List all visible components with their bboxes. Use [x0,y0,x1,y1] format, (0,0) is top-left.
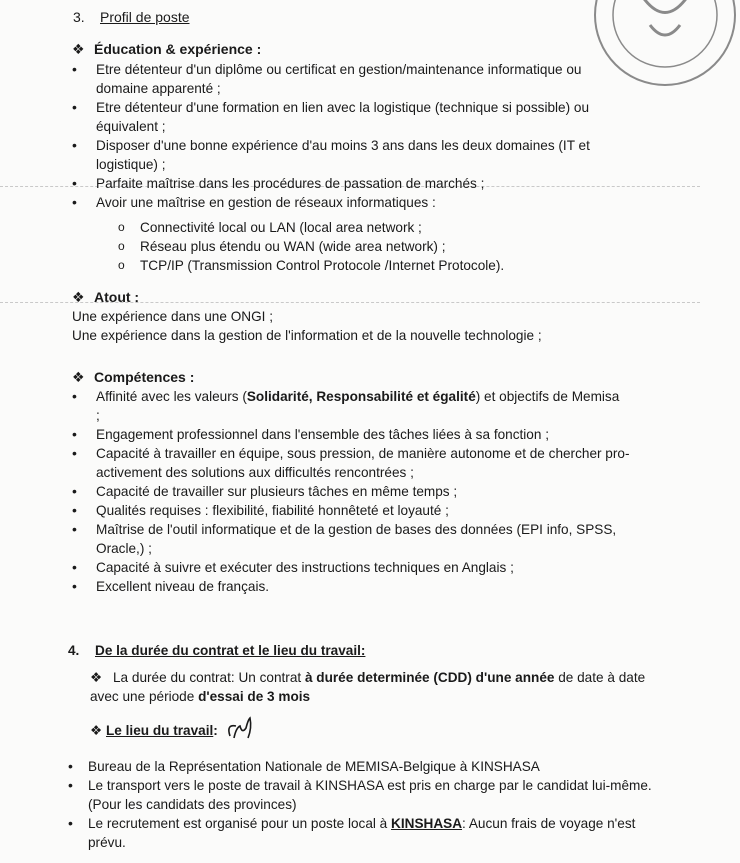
list-item: • Capacité à travailler en équipe, sous pression, de manière autonome et de chercher pro-activement des solutions aux difficultés rencontrées ; [72,444,652,482]
list-item: • Avoir une maîtrise en gestion de réseaux informatiques : [72,193,632,212]
network-list [118,218,638,275]
list-item: • Capacité de travailler sur plusieurs tâches en même temps ; [72,482,652,501]
text-span: ) et objectifs de Memisa ; [96,389,620,423]
bold-span: à durée determinée (CDD) d'une année [304,670,555,685]
competences-heading-text: Compétences : [94,369,195,385]
lieu-list [68,757,668,852]
diamond-bullet-icon: ❖ [72,41,85,57]
duree-paragraph [90,668,650,706]
text-span: Le recrutement est organisé pour un poste local à [88,816,392,831]
list-item: • Engagement professionnel dans l'ensemble des tâches liées à sa fonction ; [72,425,652,444]
list-item: o TCP/IP (Transmission Control Protocole /Internet Protocole). [118,256,638,275]
bold-span: d'essai de 3 mois [198,689,311,704]
text-span: de date à date avec une période [90,670,646,704]
diamond-bullet-icon: ❖ [72,289,85,305]
text-span: : Aucun frais de voyage n'est prévu. [88,816,636,850]
atout-line: Une expérience dans une ONGI ; [72,309,273,324]
section-number: 4. [68,643,80,658]
section-title: De la durée du contrat et le lieu du travail: [95,643,366,658]
list-item: • Qualités requises : flexibilité, fiabilité honnêteté et loyauté ; [72,501,652,520]
text-span: La durée du contrat: Un contrat [113,670,305,685]
city-span: KINSHASA [391,816,463,831]
atout-line: Une expérience dans la gestion de l'information et de la nouvelle technologie ; [72,328,542,343]
section-title: Profil de poste [100,9,190,25]
list-item: • Maîtrise de l'outil informatique et de la gestion de bases des données (EPI info, SPSS, Oracle,) ; [72,520,652,558]
section-number: 3. [73,9,85,25]
list-item: • Parfaite maîtrise dans les procédures de passation de marchés ; [72,174,632,193]
lieu-heading [90,721,218,740]
education-heading [72,40,261,59]
diamond-bullet-icon: ❖ [90,670,103,685]
handwritten-mark [224,716,264,746]
diamond-bullet-icon: ❖ [90,723,103,738]
competences-heading [72,368,194,387]
lieu-heading-text: Le lieu du travail [106,723,214,738]
education-list [72,60,632,212]
education-heading-text: Éducation & expérience : [94,41,262,57]
list-item: • Etre détenteur d'un diplôme ou certificat en gestion/maintenance informatique ou domaine apparenté ; [72,60,632,98]
bold-span: Solidarité, Responsabilité et égalité [246,389,476,404]
list-item: • Disposer d'une bonne expérience d'au moins 3 ans dans les deux domaines (IT et logistique) ; [72,136,632,174]
list-item: • Bureau de la Représentation Nationale de MEMISA-Belgique à KINSHASA [68,757,668,776]
list-item: o Réseau plus étendu ou WAN (wide area network) ; [118,237,638,256]
competences-list [72,387,652,596]
lieu-colon: : [213,723,218,738]
text-span: Affinité avec les valeurs ( [96,389,247,404]
section-4-heading [68,641,365,660]
list-item [68,814,668,852]
list-item [72,387,626,425]
section-3-heading [73,8,190,27]
list-item: • Etre détenteur d'une formation en lien avec la logistique (technique si possible) ou équivalent ; [72,98,632,136]
list-item: • Excellent niveau de français. [72,577,652,596]
list-item: • Le transport vers le poste de travail à KINSHASA est pris en charge par le candidat lui-même. (Pour les candidats des provinces) [68,776,668,814]
list-item: o Connectivité local ou LAN (local area network ; [118,218,638,237]
list-item: • Capacité à suivre et exécuter des instructions techniques en Anglais ; [72,558,652,577]
diamond-bullet-icon: ❖ [72,369,85,385]
atout-heading [72,288,139,307]
atout-heading-text: Atout : [94,289,140,305]
